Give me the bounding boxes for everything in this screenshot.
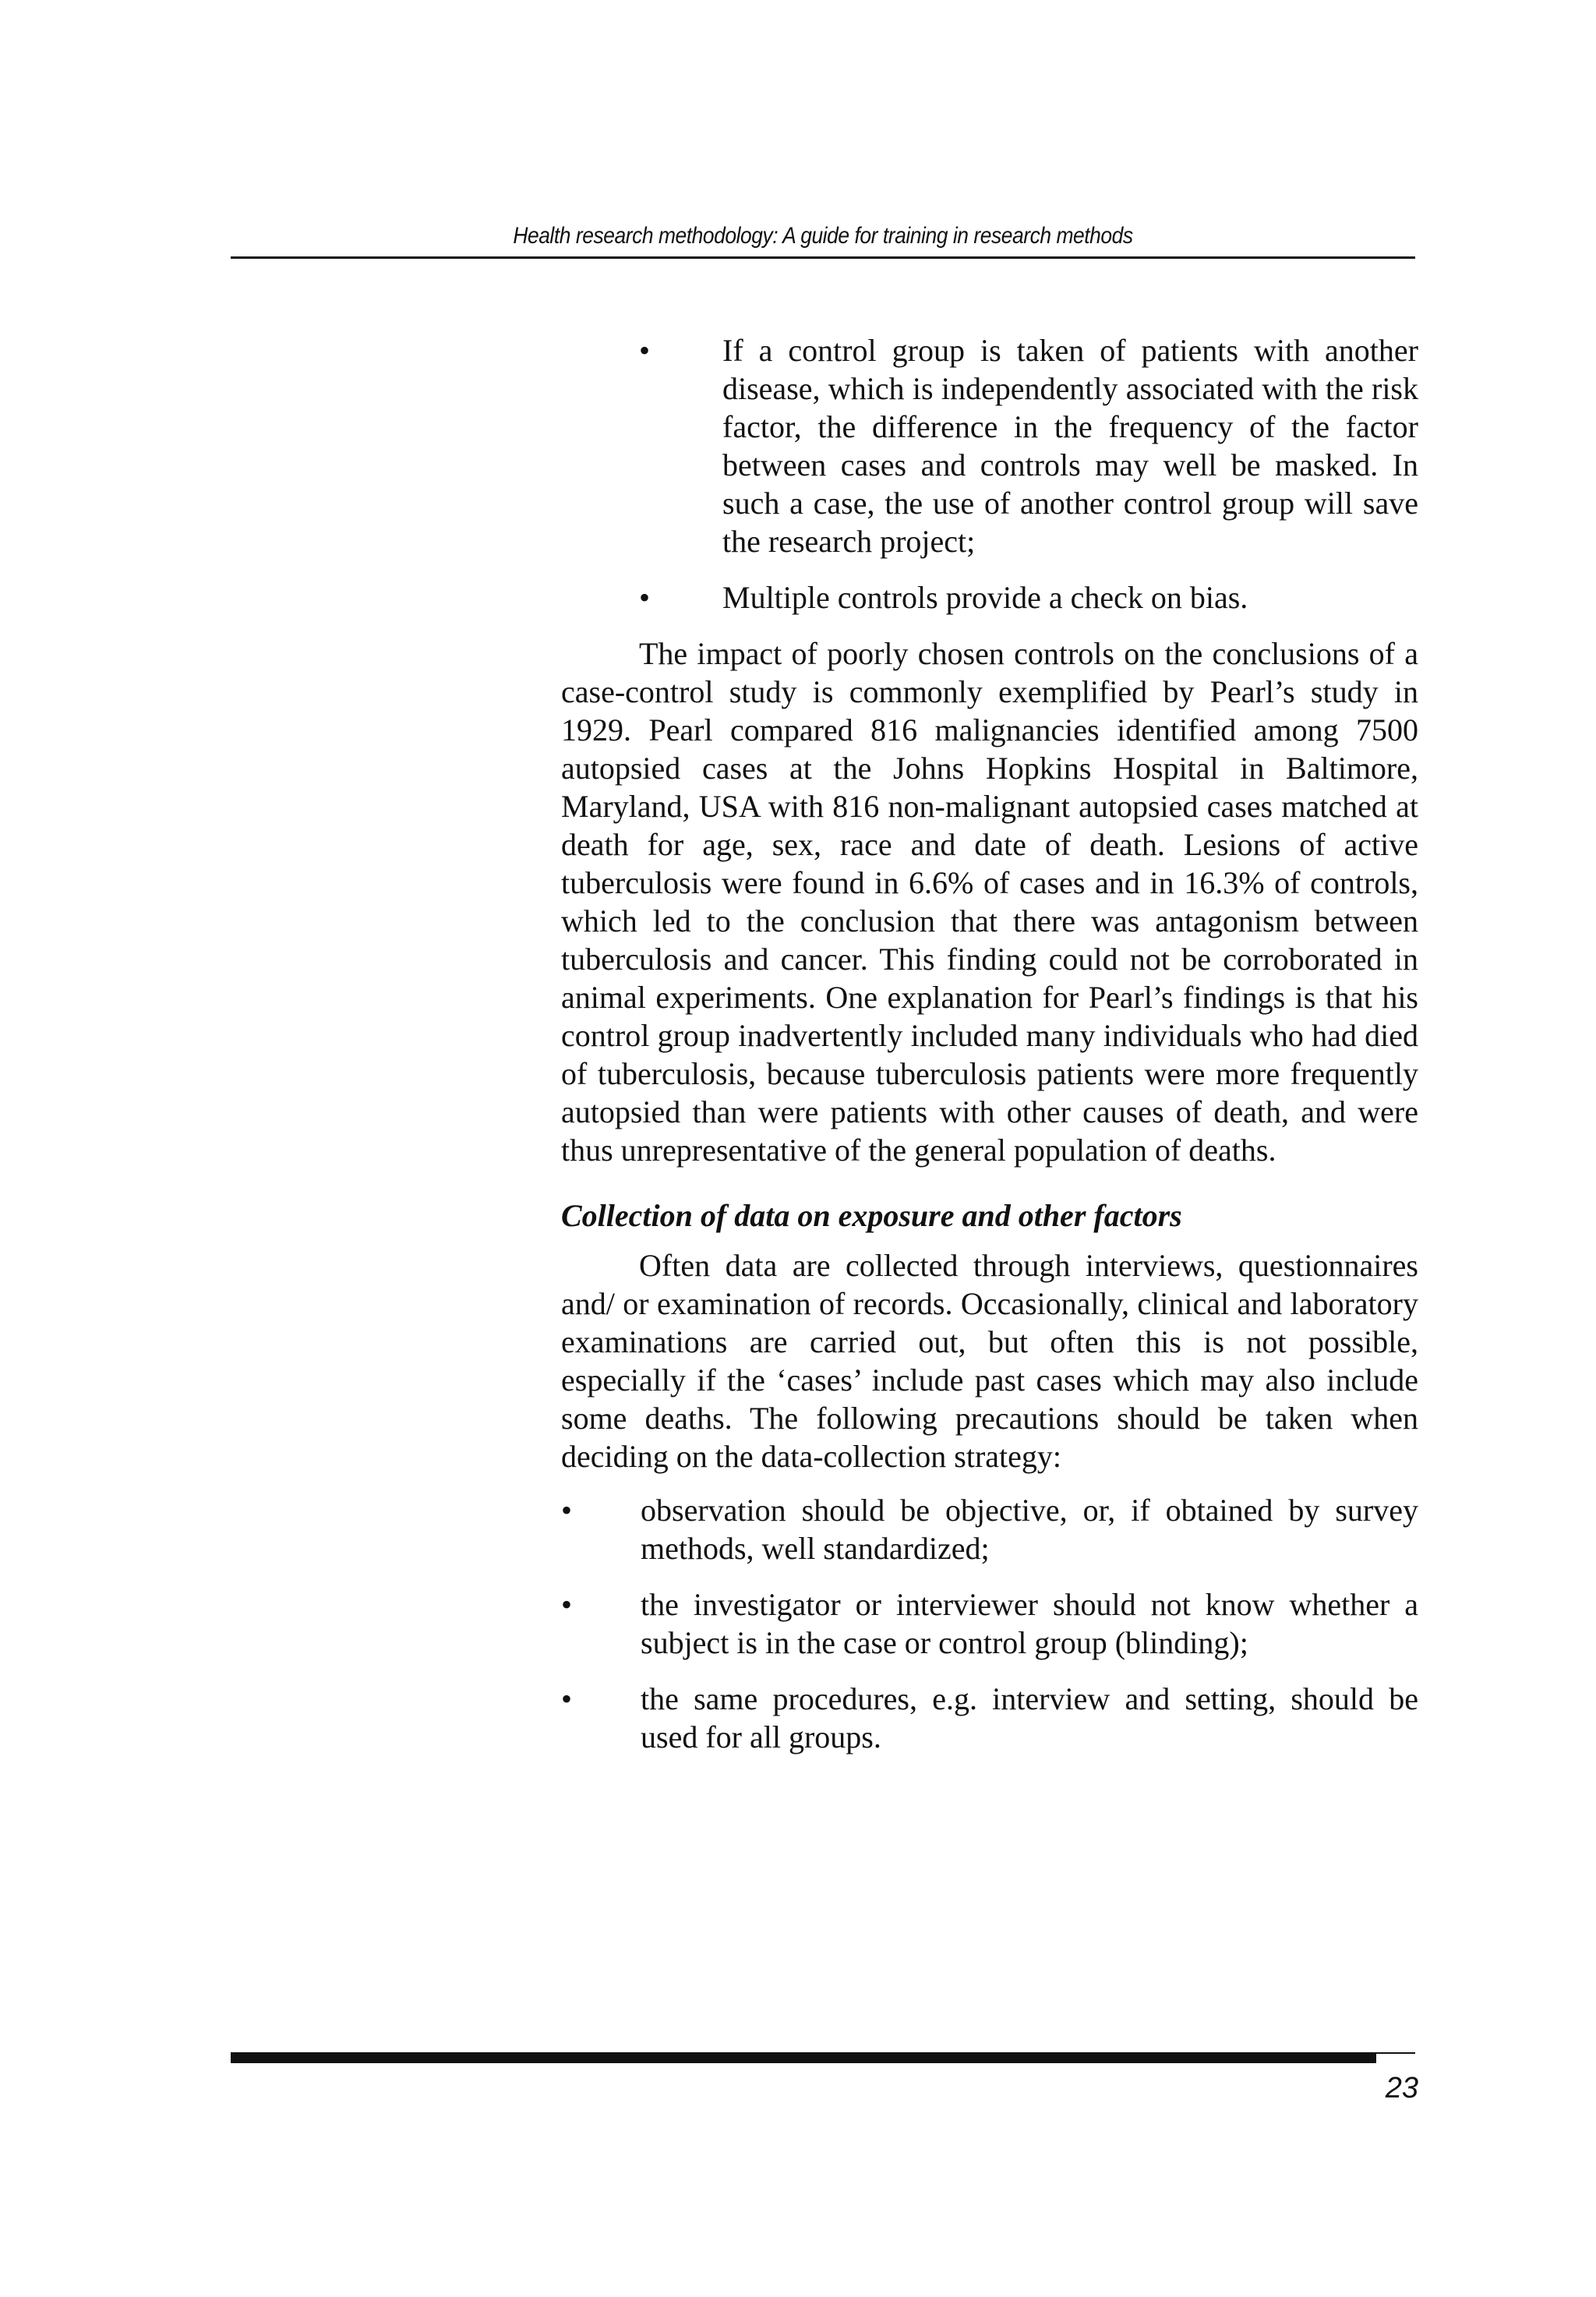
running-header: [231, 195, 1415, 259]
bullet-text: observation should be objective, or, if obtained by survey methods, well standardized;: [641, 1493, 1418, 1566]
bullet-marker: •: [639, 333, 651, 368]
bullet-text: Multiple controls provide a check on bias.: [722, 580, 1248, 615]
bullet-marker: •: [561, 1587, 573, 1622]
page-number: 23: [1385, 2072, 1418, 2104]
bullet-item: [561, 578, 1418, 617]
section-heading: Collection of data on exposure and other factors: [561, 1198, 1182, 1233]
bullet-item: [561, 1491, 1418, 1567]
bullet-text: If a control group is taken of patients with another disease, which is independently associated with the risk factor, the difference in the frequency of the factor between cases and controls may well be masked. In such a case, the use of another control group will save the research project;: [722, 333, 1418, 559]
running-header-title: Health research methodology: A guide for training in research methods: [513, 223, 1133, 249]
page-body: [561, 331, 1418, 1774]
paragraph-data-collection: Often data are collected through interviews, questionnaires and/ or examination of records. Occasionally, clinical and laboratory examinations are carried out, but often this is not possible, especially if the ‘cases’ include past cases which may also include some deaths. The following precautions should be taken when deciding on the data-collection strategy:: [561, 1248, 1418, 1474]
bullet-text: the same procedures, e.g. interview and setting, should be used for all groups.: [641, 1681, 1418, 1755]
bullet-item: [561, 331, 1418, 560]
bullet-marker: •: [561, 1681, 573, 1716]
bullet-list-top: [561, 331, 1418, 617]
bullet-marker: •: [561, 1493, 573, 1528]
bullet-item: [561, 1585, 1418, 1662]
paragraph-pearl-study: The impact of poorly chosen controls on the conclusions of a case-control study is commonly exemplified by Pearl’s study in 1929. Pearl compared 816 malignancies identified among 7500 autopsied cases at the Johns Hopkins Hospital in Baltimore, Maryland, USA with 816 non-malignant autopsied cases matched at death for age, sex, race and date of death. Lesions of active tuberculosis were found in 6.6% of cases and in 16.3% of controls, which led to the conclusion that there was antagonism between tuberculosis and cancer. This finding could not be corroborated in animal experiments. One explanation for Pearl’s findings is that his control group inadvertently included many individuals who had died of tuberculosis, because tuberculosis patients were more frequently autopsied than were patients with other causes of death, and were thus unrepresentative of the general population of deaths.: [561, 636, 1418, 1168]
bullet-marker: •: [639, 580, 651, 615]
bullet-text: the investigator or interviewer should not know whether a subject is in the case or control group (blinding);: [641, 1587, 1418, 1660]
footer-rule: [231, 2052, 1376, 2063]
bullet-item: [561, 1680, 1418, 1756]
bullet-list-bottom: [561, 1491, 1418, 1756]
